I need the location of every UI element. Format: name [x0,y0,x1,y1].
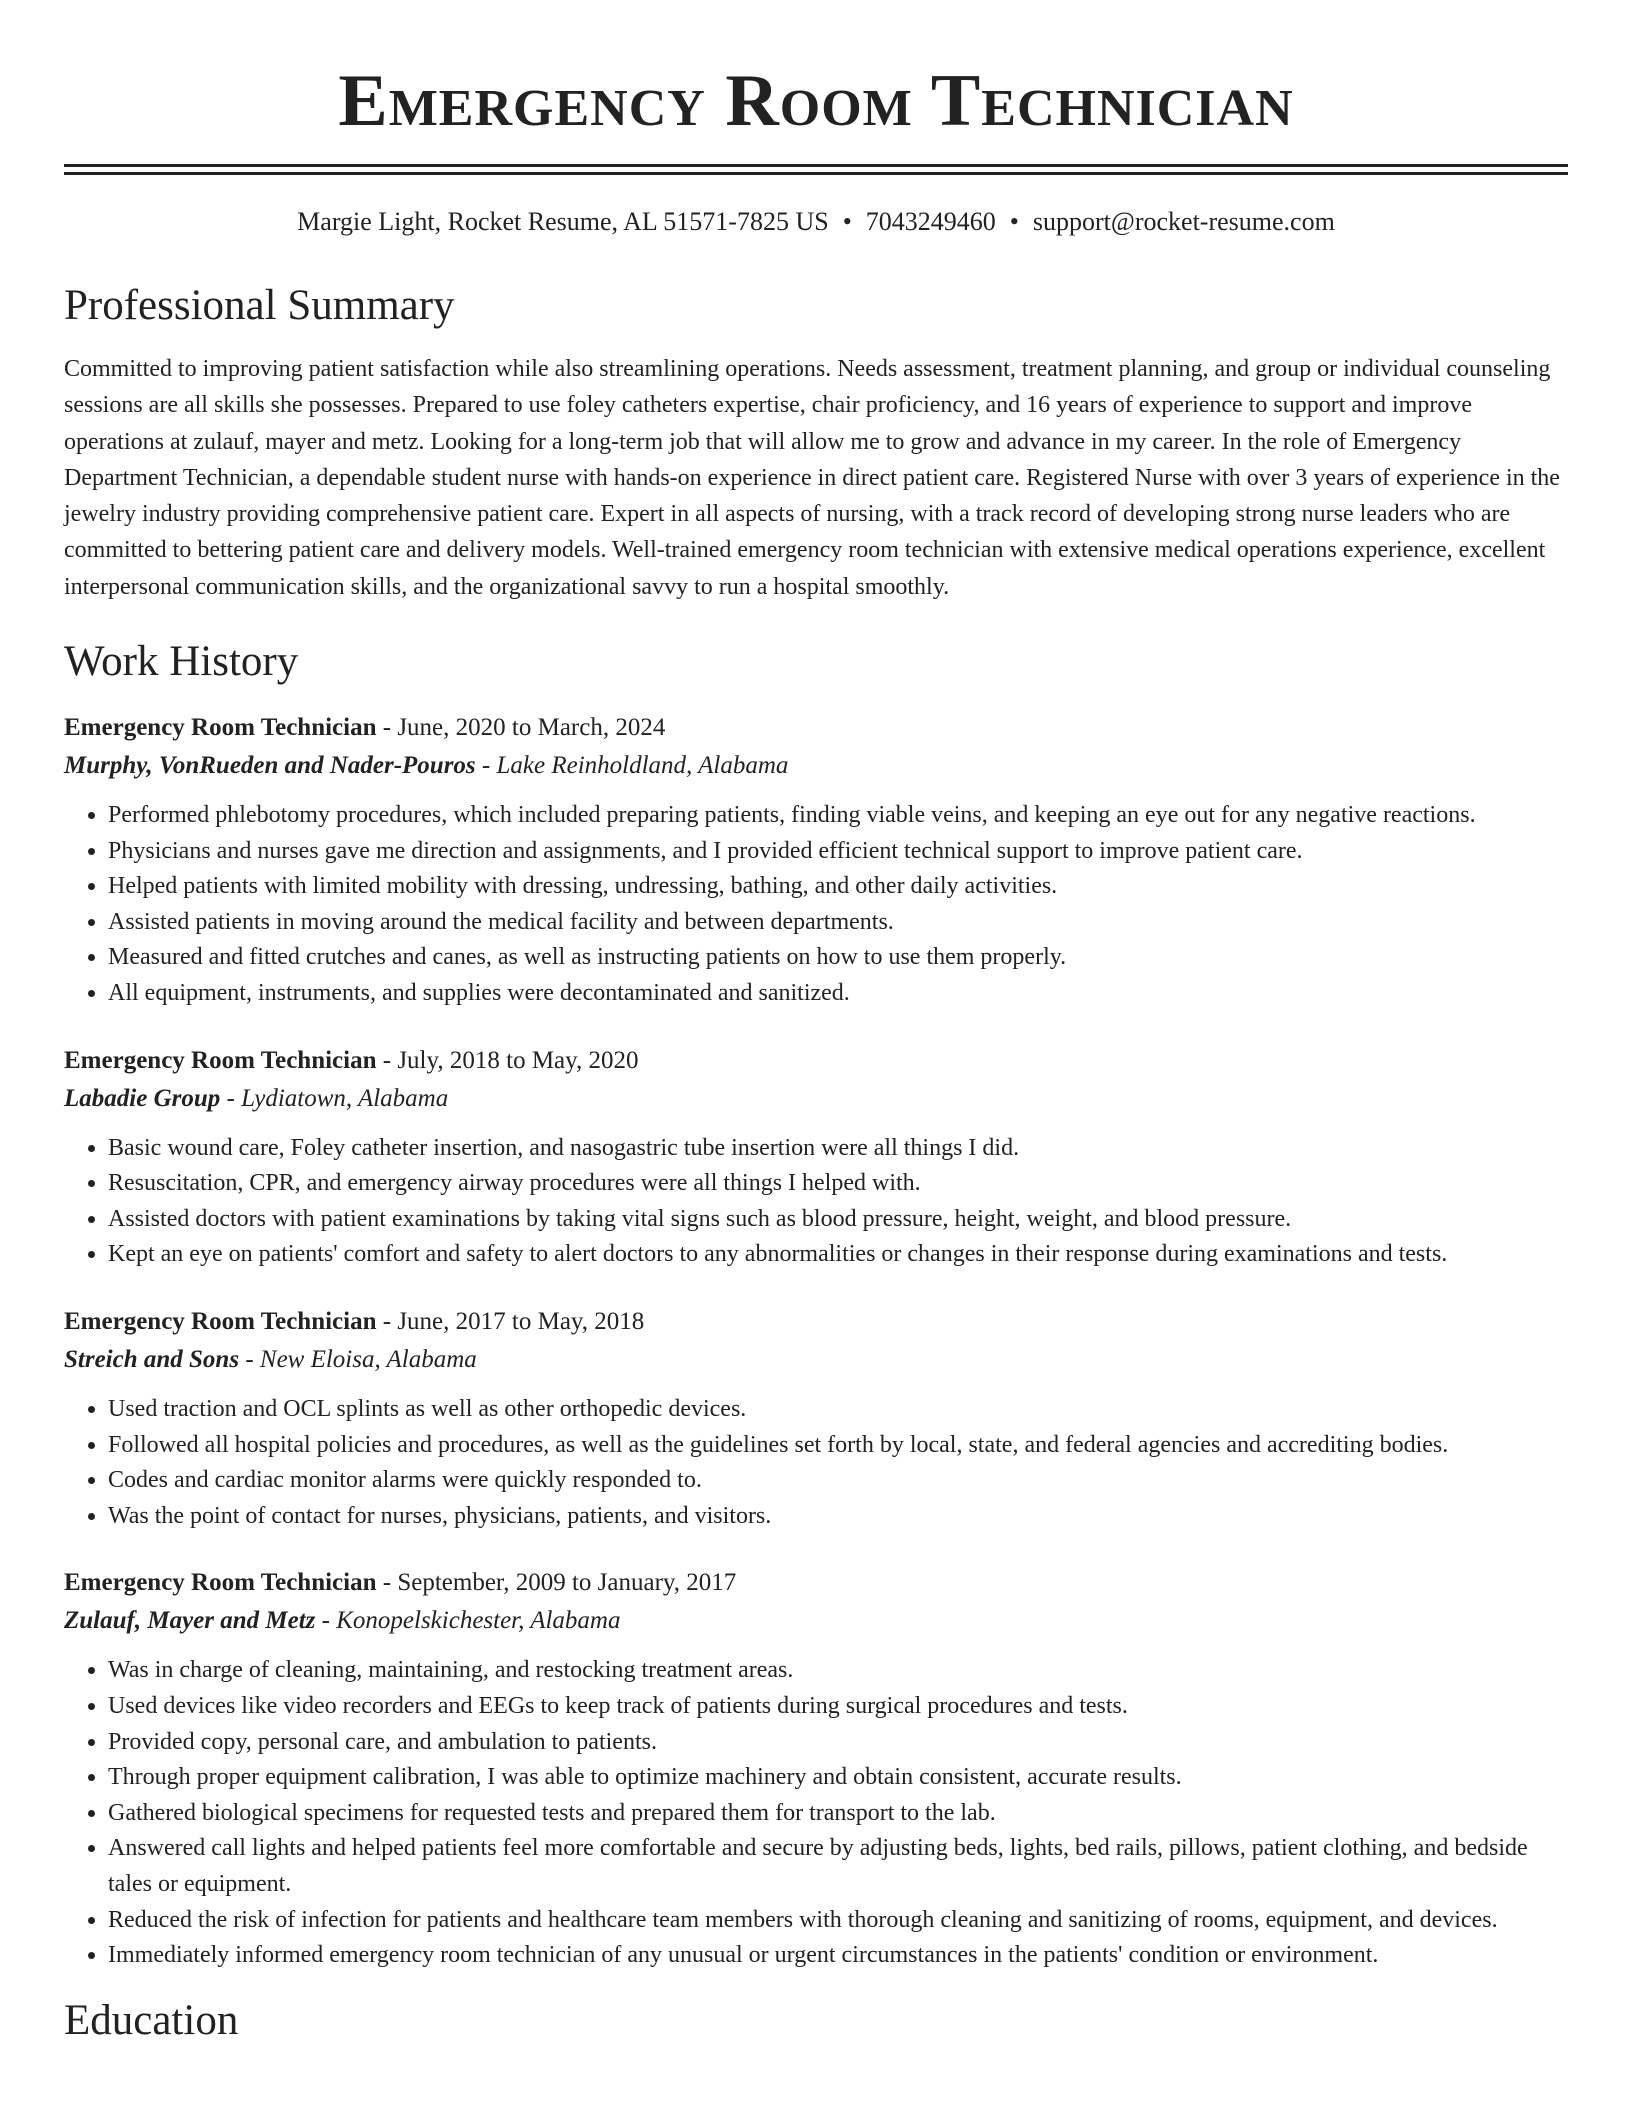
job-company: Murphy, VonRueden and Nader-Pouros [64,752,476,780]
duty-item: • All equipment, instruments, and supplies were decontaminated and sanitized. [108,976,1568,1012]
summary-paragraph: Committed to improving patient satisfaction while also streamlining operations. Needs assessment, treatment planning, and group or individual counseling sessions are all skills she possesses. Prepared to use foley catheters expertise, chair proficiency, and 16 years of experience to support and improve operations at zulauf, mayer and metz. Looking for a long-term job that will allow me to grow and advance in my career. In the role of Emergency Department Technician, a dependable student nurse with hands-on experience in direct patient care. Registered Nurse with over 3 years of experience in the jewelry industry providing comprehensive patient care. Expert in all aspects of nursing, with a track record of developing strong nurse leaders who are committed to bettering patient care and delivery models. Well-trained emergency room technician with extensive medical operations experience, excellent interpersonal communication skills, and the organizational savvy to run a hospital smoothly. [64,356,1560,600]
section-heading-education: Education [64,1996,239,2044]
job-location: - Lydiatown, Alabama [220,1084,449,1112]
job-company: Streich and Sons [64,1346,240,1374]
job-company-line [64,1602,1568,1640]
duty-item: • Basic wound care, Foley catheter insertion, and nasogastric tube insertion were all things I did. [108,1131,1568,1167]
duty-item: • Was the point of contact for nurses, physicians, patients, and visitors. [108,1499,1568,1535]
job-title-line [64,1564,1568,1602]
job-entry [64,1042,1568,1273]
job-role: Emergency Room Technician [64,1046,377,1074]
job-role: Emergency Room Technician [64,714,377,742]
duty-item: • Was in charge of cleaning, maintaining, and restocking treatment areas. [108,1653,1568,1689]
duty-item: • Measured and fitted crutches and canes, as well as instructing patients on how to use them properly. [108,940,1568,976]
contact-phone: 7043249460 [865,207,996,236]
job-duties-list [64,798,1568,1012]
job-dates: - June, 2020 to March, 2024 [376,714,666,742]
duty-item: • Used devices like video recorders and EEGs to keep track of patients during surgical procedures and tests. [108,1689,1568,1725]
duty-item: • Immediately informed emergency room technician of any unusual or urgent circumstances in the patients' condition or environment. [108,1938,1568,1974]
contact-address: Margie Light, Rocket Resume, AL 51571-7825 US [297,207,829,236]
duty-item: • Assisted patients in moving around the medical facility and between departments. [108,905,1568,941]
job-title-line [64,1303,1568,1341]
duty-item: • Helped patients with limited mobility with dressing, undressing, bathing, and other daily activities. [108,869,1568,905]
job-company-line [64,1341,1568,1379]
job-company-line [64,747,1568,785]
job-duties-list [64,1131,1568,1273]
duty-item: • Resuscitation, CPR, and emergency airway procedures were all things I helped with. [108,1166,1568,1202]
page-title: Emergency Room Technician [338,60,1294,142]
duty-item: • Performed phlebotomy procedures, which included preparing patients, finding viable veins, and keeping an eye out for any negative reactions. [108,798,1568,834]
job-title-line [64,1042,1568,1080]
duty-item: • Through proper equipment calibration, I was able to optimize machinery and obtain consistent, accurate results. [108,1760,1568,1796]
job-location: - Konopelskichester, Alabama [315,1607,621,1635]
job-role: Emergency Room Technician [64,1308,377,1336]
job-duties-list [64,1653,1568,1973]
job-entry [64,709,1568,1012]
job-dates: - July, 2018 to May, 2020 [376,1046,639,1074]
duty-item: • Assisted doctors with patient examinations by taking vital signs such as blood pressure, height, weight, and blood pressure. [108,1202,1568,1238]
duty-item: • Used traction and OCL splints as well as other orthopedic devices. [108,1392,1568,1428]
duty-item: • Physicians and nurses gave me direction and assignments, and I provided efficient technical support to improve patient care. [108,834,1568,870]
contact-separator: • [1009,207,1019,236]
duty-item: • Followed all hospital policies and procedures, as well as the guidelines set forth by local, state, and federal agencies and accrediting bodies. [108,1428,1568,1464]
work-history-list [64,709,1568,1974]
duty-item: • Kept an eye on patients' comfort and safety to alert doctors to any abnormalities or changes in their response during examinations and tests. [108,1237,1568,1273]
job-location: - Lake Reinholdland, Alabama [475,752,789,780]
section-heading-work-history: Work History [64,638,299,686]
contact-separator: • [842,207,852,236]
duty-item: • Codes and cardiac monitor alarms were quickly responded to. [108,1463,1568,1499]
job-entry [64,1564,1568,1973]
job-dates: - June, 2017 to May, 2018 [376,1308,645,1336]
contact-line [64,205,1568,239]
contact-email: support@rocket-resume.com [1032,207,1335,236]
job-role: Emergency Room Technician [64,1569,377,1597]
job-company-line [64,1080,1568,1118]
resume-page [64,0,1568,2048]
duty-item: • Answered call lights and helped patients feel more comfortable and secure by adjusting beds, lights, bed rails, pillows, patient clothing, and bedside tales or equipment. [108,1831,1568,1902]
job-entry [64,1303,1568,1534]
job-company: Zulauf, Mayer and Metz [64,1607,316,1635]
job-title-line [64,709,1568,747]
title-divider [64,164,1568,175]
duty-item: • Provided copy, personal care, and ambulation to patients. [108,1725,1568,1761]
job-location: - New Eloisa, Alabama [239,1346,477,1374]
duty-item: • Gathered biological specimens for requested tests and prepared them for transport to the lab. [108,1796,1568,1832]
job-duties-list [64,1392,1568,1534]
section-heading-summary: Professional Summary [64,282,455,329]
duty-item: • Reduced the risk of infection for patients and healthcare team members with thorough cleaning and sanitizing of rooms, equipment, and devices. [108,1903,1568,1939]
job-dates: - September, 2009 to January, 2017 [376,1569,737,1597]
job-company: Labadie Group [64,1084,221,1112]
